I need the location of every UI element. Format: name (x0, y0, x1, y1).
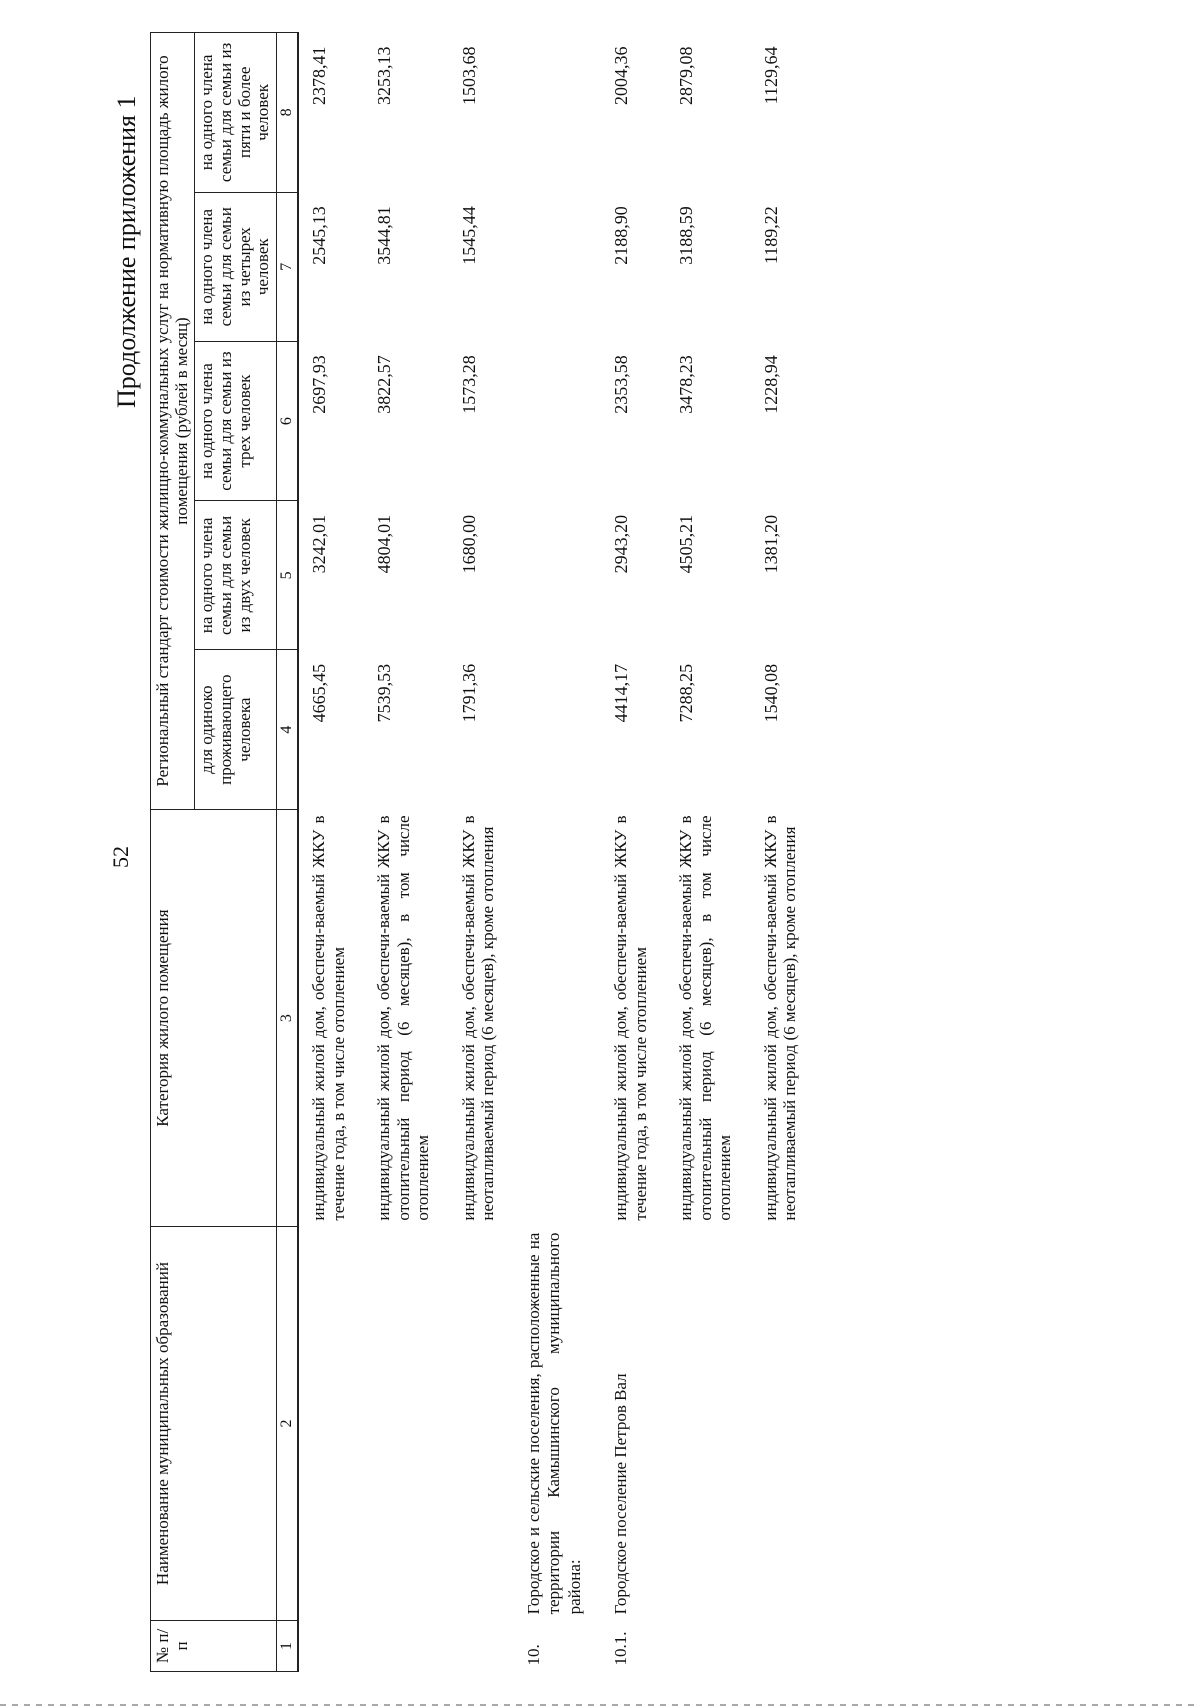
row-value-col8: 2879,08 (676, 46, 697, 105)
header-col4: для одиноко проживающего человека (195, 650, 277, 810)
table-row (514, 33, 601, 1672)
row-value-col6: 1573,28 (458, 355, 479, 414)
row-value-col4: 1540,08 (760, 663, 781, 723)
header-col7: на одного члена семьи для семьи из четырех человек (195, 192, 277, 341)
row-value-col4: 7288,25 (676, 663, 697, 723)
header-col6: на одного члена семьи для семьи из трех человек (195, 341, 277, 501)
row-value-col5 (514, 501, 601, 650)
row-value-col4 (514, 650, 601, 810)
row-category: индивидуальный жилой дом, обеспечи-ваемый ЖКУ в неотапливаемый период (6 месяцев), кроме отопления (458, 815, 498, 1221)
col-number: 1 (277, 1620, 299, 1671)
row-value-col5: 4804,01 (374, 514, 395, 574)
table-row (298, 33, 364, 1672)
scan-edge-artifact (0, 1704, 1200, 1706)
row-category (514, 809, 601, 1226)
table-row (751, 33, 816, 1672)
row-value-col8 (514, 33, 601, 193)
row-value-col7: 2545,13 (309, 206, 330, 265)
row-category: индивидуальный жилой дом, обеспечи-ваемый ЖКУ в неотапливаемый период (6 месяцев), кроме отопления (760, 815, 800, 1221)
row-num (751, 1620, 816, 1671)
col-number: 4 (277, 650, 299, 810)
row-value-col8: 3253,13 (374, 46, 395, 105)
column-number-row (277, 33, 299, 1672)
row-value-col8: 1129,64 (760, 46, 781, 105)
row-value-col7: 1189,22 (760, 206, 781, 265)
row-value-col6: 1228,94 (760, 355, 781, 414)
row-value-col7: 3544,81 (374, 206, 395, 265)
table-header-row (151, 33, 195, 1672)
col-number: 3 (277, 809, 299, 1226)
row-value-col6 (514, 341, 601, 501)
header-num: № п/п (151, 1620, 277, 1671)
row-value-col4: 4414,17 (611, 663, 632, 723)
row-num (298, 1620, 364, 1671)
appendix-title: Продолжение приложения 1 (112, 95, 141, 408)
row-name (666, 1227, 751, 1621)
row-value-col8: 2378,41 (309, 46, 330, 105)
header-name: Наименование муниципальных образований (151, 1227, 277, 1621)
row-name (298, 1227, 364, 1621)
row-num: 10.1. (611, 1631, 631, 1666)
header-col8: на одного члена семьи для семьи из пяти и более человек (195, 33, 277, 193)
row-num (666, 1620, 751, 1671)
row-value-col7: 1545,44 (458, 206, 479, 265)
row-value-col8: 1503,68 (458, 46, 479, 105)
col-number: 5 (277, 501, 299, 650)
header-group: Региональный стандарт стоимости жилищно-коммунальных услуг на нормативную площадь жилого помещения (рублей в месяц) (151, 33, 195, 810)
row-num (364, 1620, 449, 1671)
table-row (666, 33, 751, 1672)
row-category: индивидуальный жилой дом, обеспечи-ваемый ЖКУ в отопительный период (6 месяцев), в том числе отоплением (676, 815, 735, 1221)
header-col5: на одного члена семьи для семьи из двух человек (195, 501, 277, 650)
row-value-col4: 4665,45 (309, 663, 330, 723)
housing-cost-table (150, 32, 816, 1672)
row-value-col7: 2188,90 (611, 206, 632, 265)
row-name: Городское поселение Петров Вал (611, 1373, 631, 1615)
row-value-col5: 1381,20 (760, 514, 781, 574)
page-number: 52 (108, 846, 133, 868)
table-row (364, 33, 449, 1672)
row-value-col6: 3478,23 (676, 355, 697, 414)
row-value-col5: 2943,20 (611, 514, 632, 574)
row-value-col5: 4505,21 (676, 514, 697, 574)
col-number: 6 (277, 341, 299, 501)
row-value-col5: 1680,00 (458, 514, 479, 574)
table-row (601, 33, 666, 1672)
header-category: Категория жилого помещения (151, 809, 277, 1226)
row-name: Городское и сельские поселения, расположенные на территории Камышинского муниципального района: (523, 1232, 584, 1615)
table-row (449, 33, 514, 1672)
row-value-col4: 1791,36 (458, 663, 479, 723)
col-number: 7 (277, 192, 299, 341)
row-value-col6: 2353,58 (611, 355, 632, 414)
row-value-col6: 2697,93 (309, 355, 330, 414)
row-value-col8: 2004,36 (611, 46, 632, 105)
row-name (364, 1227, 449, 1621)
col-number: 8 (277, 33, 299, 193)
row-category: индивидуальный жилой дом, обеспечи-ваемый ЖКУ в течение года, в том числе отоплением (611, 815, 650, 1221)
col-number: 2 (277, 1227, 299, 1621)
row-value-col6: 3822,57 (374, 355, 395, 414)
row-value-col7 (514, 192, 601, 341)
row-category: индивидуальный жилой дом, обеспечи-ваемый ЖКУ в течение года, в том числе отоплением (309, 815, 348, 1221)
row-value-col4: 7539,53 (374, 663, 395, 723)
row-name (449, 1227, 514, 1621)
row-num (449, 1620, 514, 1671)
row-name (751, 1227, 816, 1621)
row-value-col5: 3242,01 (309, 514, 330, 574)
row-num: 10. (523, 1644, 543, 1666)
row-category: индивидуальный жилой дом, обеспечи-ваемый ЖКУ в отопительный период (6 месяцев), в том числе отоплением (374, 815, 433, 1221)
row-value-col7: 3188,59 (676, 206, 697, 265)
